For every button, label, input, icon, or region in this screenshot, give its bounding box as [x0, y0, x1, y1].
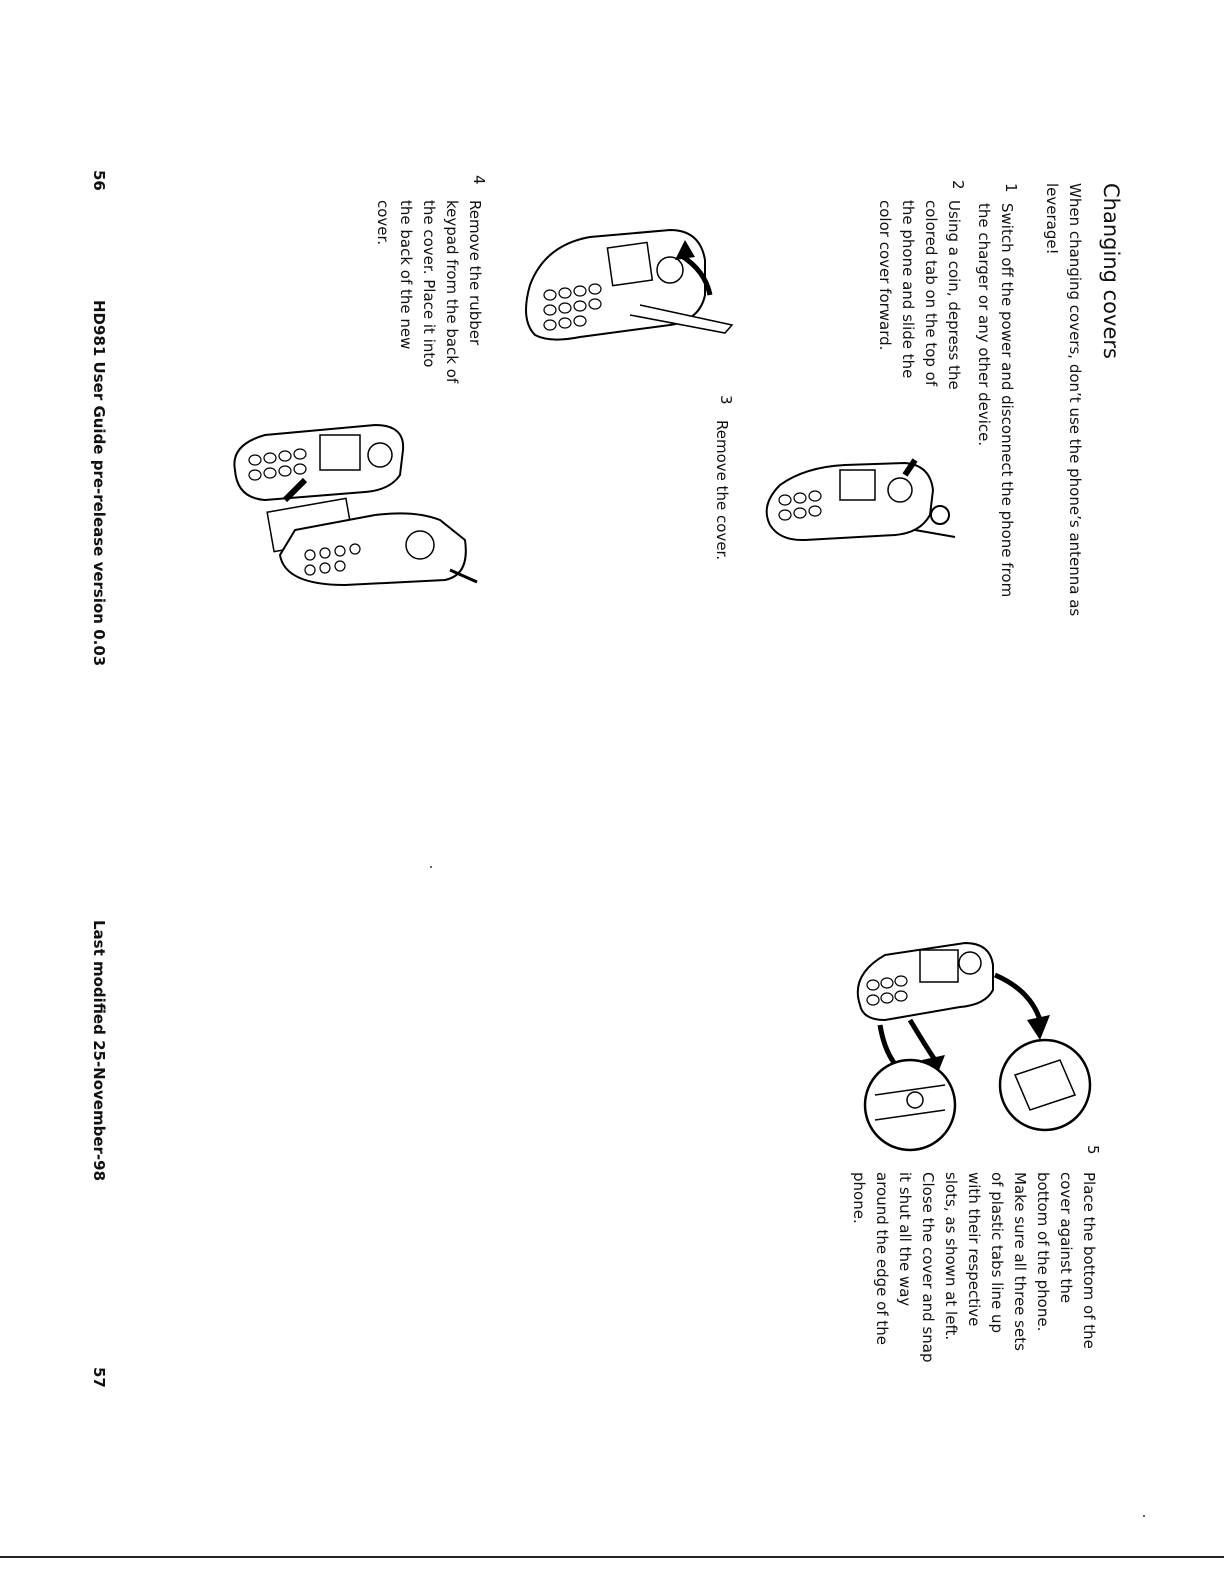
step-line: color cover forward. [876, 200, 894, 351]
step-line: Remove the rubber [466, 200, 484, 346]
step-2-text [873, 200, 965, 390]
scan-speck [1143, 1515, 1145, 1517]
phone-cover-slide-illustration [510, 225, 740, 345]
step-line: cover. [374, 200, 392, 246]
intro-paragraph [1040, 183, 1086, 616]
bottom-rule [0, 1556, 1224, 1558]
step-1-number: 1 [1002, 183, 1020, 193]
step-1-text [972, 203, 1018, 597]
page-number-left: 56 [90, 170, 108, 191]
step-3-number: 3 [717, 395, 735, 405]
step-line: the charger or any other device. [975, 203, 993, 447]
step-4-number: 4 [470, 175, 488, 185]
intro-line: leverage! [1043, 183, 1061, 255]
step-4-text [371, 200, 486, 383]
step-line: with their respective [965, 1172, 983, 1327]
step-line: bottom of the phone. [1034, 1172, 1052, 1332]
step-line: slots, as shown at left. [942, 1172, 960, 1341]
step-line: Using a coin, depress the [945, 200, 963, 390]
step-3-text [710, 420, 733, 560]
step-line: Switch off the power and disconnect the phone from [998, 203, 1016, 598]
phone-remove-cover-illustration [755, 455, 965, 545]
step-line: of plastic tabs line up [988, 1172, 1006, 1334]
guide-title: HD981 User Guide pre-release version 0.03 [90, 300, 108, 667]
last-modified: Last modified 25-November-98 [90, 920, 108, 1182]
step-line: the back of the new [397, 200, 415, 350]
step-line: keypad from the back of [443, 200, 461, 384]
step-line: phone. [850, 1172, 868, 1224]
keypad-transfer-illustration [225, 420, 480, 590]
step-line: around the edge of the [873, 1172, 891, 1346]
cover-snap-illustration [845, 935, 1095, 1165]
scan-speck [430, 866, 432, 868]
step-line: the phone and slide the [899, 200, 917, 379]
step-line: Remove the cover. [713, 420, 731, 561]
step-2-number: 2 [949, 180, 967, 190]
page-number-right: 57 [90, 1367, 108, 1388]
step-line: it shut all the way [896, 1172, 914, 1307]
step-line: the cover. Place it into [420, 200, 438, 368]
step-line: Close the cover and snap [919, 1172, 937, 1363]
step-5-number: 5 [1084, 1145, 1102, 1155]
step-line: Make sure all three sets [1011, 1172, 1029, 1351]
step-5-text [847, 1172, 1100, 1363]
step-line: cover against the [1057, 1172, 1075, 1304]
step-line: Place the bottom of the [1080, 1172, 1098, 1349]
intro-line: When changing covers, don’t use the phone’s antenna as [1066, 183, 1084, 617]
page-title: Changing covers [1099, 183, 1123, 359]
step-line: colored tab on the top of [922, 200, 940, 387]
